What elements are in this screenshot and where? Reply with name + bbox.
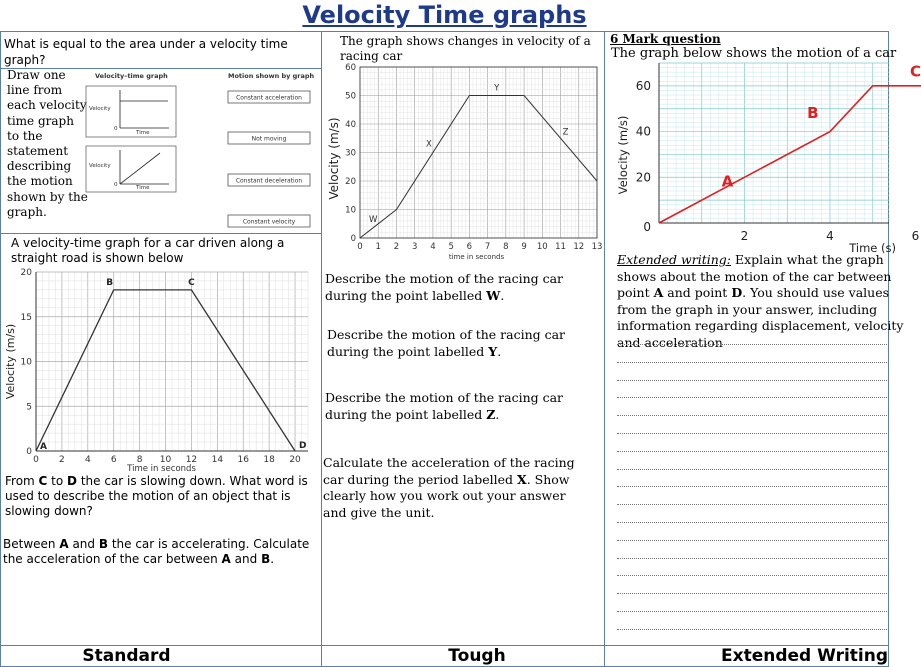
answer-line[interactable] bbox=[617, 611, 889, 612]
ew-text-b: and point bbox=[663, 285, 732, 300]
answer-line[interactable] bbox=[617, 540, 889, 541]
x-tick-label: 4 bbox=[430, 242, 436, 252]
x-tick-label: 8 bbox=[503, 242, 509, 252]
x-tick-label: 2 bbox=[59, 455, 65, 465]
answer-line[interactable] bbox=[617, 380, 889, 381]
answer-line[interactable] bbox=[617, 486, 889, 487]
point-label: C bbox=[909, 62, 921, 81]
point-label: C bbox=[188, 277, 195, 288]
x-tick-label: 0 bbox=[33, 455, 39, 465]
question-area-under-graph: What is equal to the area under a velocity time graph? bbox=[4, 37, 288, 67]
answer-line[interactable] bbox=[617, 629, 889, 630]
point-label: B bbox=[807, 103, 819, 122]
x-axis-label: Time in seconds bbox=[127, 464, 196, 474]
answer-line[interactable] bbox=[617, 344, 889, 345]
section-label: Y bbox=[494, 83, 500, 94]
x-tick-label: 13 bbox=[591, 242, 603, 252]
q-y-text: Describe the motion of the racing car during the point labelled bbox=[327, 327, 566, 359]
q-y-label: Y bbox=[488, 344, 498, 359]
x-tick-label: 4 bbox=[826, 229, 834, 243]
y-tick-label: 20 bbox=[345, 177, 356, 187]
q-slowing-prefix: From bbox=[5, 474, 39, 488]
x-tick-label: 20 bbox=[289, 455, 301, 465]
q-x-text-a: Calculate the acceleration of the racing car during the period labelled bbox=[323, 455, 575, 487]
x-tick-label: 12 bbox=[185, 455, 198, 465]
y-tick-label: 0 bbox=[26, 447, 32, 457]
x-tick-label: 10 bbox=[536, 242, 548, 252]
answer-line[interactable] bbox=[617, 575, 889, 576]
y-tick-label: 30 bbox=[345, 148, 356, 159]
y-tick-label: 40 bbox=[635, 124, 651, 139]
y-tick-label: 20 bbox=[635, 170, 651, 185]
q-slowing-rest: the car is slowing down. What word is used to describe the motion of an object that is slowing down? bbox=[5, 474, 308, 518]
extended-writing-prompt bbox=[617, 252, 907, 351]
matching-table bbox=[84, 70, 320, 232]
answer-line[interactable] bbox=[617, 362, 889, 363]
q-accel-point-a: A bbox=[59, 537, 69, 551]
q-z-text: Describe the motion of the racing car during the point labelled bbox=[325, 390, 564, 422]
series-line bbox=[360, 96, 597, 239]
question-acceleration-x bbox=[323, 455, 593, 521]
mini-graph-2-ylabel: Velocity bbox=[89, 163, 111, 169]
y-tick-label: 60 bbox=[635, 78, 651, 93]
motion-label-2: Not moving bbox=[251, 135, 287, 143]
question-point-z bbox=[325, 389, 585, 423]
footer-tough: Tough bbox=[448, 646, 506, 666]
answer-line[interactable] bbox=[617, 593, 889, 594]
y-tick-label: 0 bbox=[350, 234, 356, 244]
mini-graph-1-xlabel: Time bbox=[136, 130, 150, 136]
x-tick-label: 5 bbox=[448, 242, 454, 252]
mini-graph-1-ylabel: Velocity bbox=[89, 106, 111, 112]
x-axis-label: Time (s) bbox=[849, 241, 897, 255]
motion-label-1: Constant acceleration bbox=[236, 94, 302, 102]
answer-line[interactable] bbox=[617, 558, 889, 559]
x-axis-label: time in seconds bbox=[448, 253, 505, 261]
q-accel-prefix: Between bbox=[3, 537, 60, 551]
footer-extended: Extended Writing bbox=[721, 646, 889, 666]
q-accel-and: and bbox=[230, 552, 262, 566]
q-x-label: X bbox=[517, 471, 527, 487]
q-z-period: . bbox=[495, 407, 500, 422]
answer-line[interactable] bbox=[617, 433, 889, 434]
mini-graph-box-2 bbox=[86, 146, 176, 192]
answer-line[interactable] bbox=[617, 397, 889, 398]
x-tick-label: 1 bbox=[375, 242, 381, 252]
x-tick-label: 0 bbox=[357, 242, 363, 252]
q-slowing-point-d: D bbox=[67, 474, 78, 488]
y-axis-label: Velocity (m/s) bbox=[4, 323, 17, 400]
mini-graph-1-origin: 0 bbox=[114, 126, 118, 132]
point-label: A bbox=[721, 172, 734, 191]
x-tick-label: 14 bbox=[211, 455, 224, 465]
y-axis-label: Velocity (m/s) bbox=[327, 117, 341, 200]
motion-label-3: Constant deceleration bbox=[235, 177, 303, 185]
x-tick-label: 11 bbox=[555, 242, 566, 252]
q-accel-mid: and bbox=[68, 537, 99, 551]
y-tick-label: 5 bbox=[26, 402, 32, 413]
y-tick-label: 60 bbox=[345, 63, 356, 73]
x-tick-label: 2 bbox=[393, 242, 400, 252]
answer-line[interactable] bbox=[617, 522, 889, 523]
x-tick-label: 3 bbox=[411, 242, 418, 252]
match-header-motion: Motion shown by graph bbox=[228, 72, 315, 80]
matching-instruction: Draw one line from each velocity time graph to the statement describing the motion shown by the graph. bbox=[7, 68, 88, 219]
ew-point-d: D bbox=[731, 285, 743, 300]
std-divider-2 bbox=[0, 233, 321, 234]
ew-text-a: Explain what the graph shows about the motion of the car between point bbox=[617, 252, 892, 300]
y-tick-label: 15 bbox=[20, 312, 32, 323]
q-x-text-b: . Show clearly how you work out your answer and give the unit. bbox=[323, 471, 570, 520]
answer-line[interactable] bbox=[617, 504, 889, 505]
car-motion-graph bbox=[605, 60, 921, 256]
section-label: W bbox=[369, 214, 378, 225]
extended-intro: The graph below shows the motion of a car bbox=[611, 46, 897, 61]
section-label: X bbox=[426, 139, 432, 150]
x-tick-label: 10 bbox=[159, 455, 172, 465]
motion-label-4: Constant velocity bbox=[242, 218, 296, 226]
q-w-period: . bbox=[500, 288, 505, 303]
q-slowing-mid: to bbox=[47, 474, 68, 488]
point-label: B bbox=[106, 277, 114, 288]
q-accel-rest: the car is accelerating. Calculate the acceleration of the car between bbox=[3, 537, 310, 566]
question-acceleration-ab bbox=[3, 537, 319, 567]
y-tick-label: 40 bbox=[345, 120, 356, 130]
x-tick-label: 18 bbox=[263, 455, 275, 465]
y-tick-label: 10 bbox=[345, 205, 356, 216]
x-tick-label: 9 bbox=[521, 242, 527, 252]
q-w-label: W bbox=[486, 288, 501, 303]
answer-line[interactable] bbox=[617, 469, 889, 470]
footer-standard: Standard bbox=[82, 646, 171, 666]
question-point-y bbox=[327, 326, 587, 360]
racing-car-intro: The graph shows changes in velocity of a racing car bbox=[340, 34, 591, 63]
mini-graph-2-line bbox=[120, 153, 160, 184]
q-accel-point-a2: A bbox=[221, 552, 231, 566]
point-label: A bbox=[40, 442, 47, 452]
q-accel-point-b2: B bbox=[261, 552, 271, 566]
ew-text-c: . You should use values from the graph in your answer, including information regarding displacement, velocity and acceleration bbox=[617, 285, 904, 350]
car-velocity-time-chart bbox=[0, 264, 321, 476]
page-title: Velocity Time graphs bbox=[302, 1, 587, 29]
x-tick-label: 2 bbox=[740, 229, 749, 243]
question-point-w bbox=[325, 270, 585, 304]
x-tick-label: 16 bbox=[237, 455, 249, 465]
x-tick-label: 6 bbox=[466, 242, 473, 252]
ew-label: Extended writing: bbox=[617, 252, 731, 267]
x-tick-label: 6 bbox=[110, 455, 117, 465]
six-mark-heading: 6 Mark question bbox=[610, 32, 721, 46]
x-tick-label: 12 bbox=[573, 242, 585, 252]
match-header-graph: Velocity–time graph bbox=[95, 72, 168, 80]
question-slowing-down bbox=[5, 474, 317, 519]
racing-car-velocity-chart bbox=[322, 62, 604, 274]
answer-line[interactable] bbox=[617, 415, 889, 416]
q-accel-end: . bbox=[270, 552, 275, 566]
y-tick-label: 20 bbox=[20, 268, 32, 278]
answer-line[interactable] bbox=[617, 451, 889, 452]
x-tick-label: 6 bbox=[911, 229, 920, 243]
origin-label: 0 bbox=[643, 220, 651, 234]
y-tick-label: 50 bbox=[345, 91, 356, 102]
x-tick-label: 8 bbox=[136, 455, 143, 465]
y-tick-label: 10 bbox=[20, 357, 32, 368]
mini-graph-2-origin: 0 bbox=[114, 182, 118, 188]
x-tick-label: 7 bbox=[484, 242, 491, 252]
mini-graph-2-xlabel: Time bbox=[136, 185, 150, 191]
car-graph-intro: A velocity-time graph for a car driven along a straight road is shown below bbox=[11, 236, 285, 265]
q-accel-point-b: B bbox=[98, 537, 108, 551]
y-axis-label: Velocity (m/s) bbox=[616, 115, 630, 195]
q-z-label: Z bbox=[486, 407, 496, 422]
q-w-text: Describe the motion of the racing car during the point labelled bbox=[325, 271, 564, 303]
q-y-period: . bbox=[497, 344, 502, 359]
ew-point-a: A bbox=[653, 285, 664, 300]
section-label: Z bbox=[562, 127, 569, 138]
q-slowing-point-c: C bbox=[38, 474, 48, 488]
x-tick-label: 4 bbox=[84, 455, 91, 465]
point-label: D bbox=[299, 441, 307, 451]
